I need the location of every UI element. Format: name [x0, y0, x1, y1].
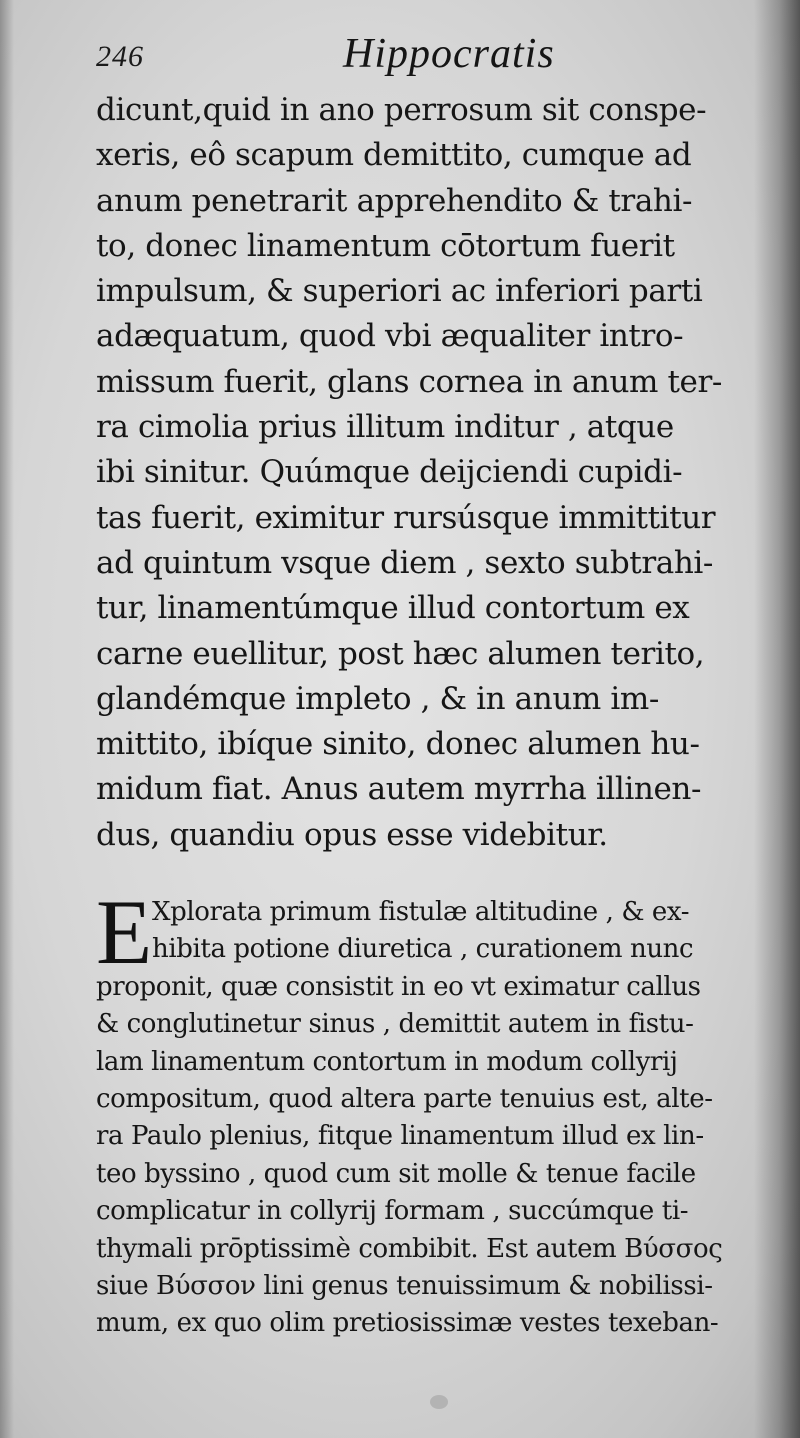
commentary-line: siue Βύσσον lini genus tenuissimum & nobilissi-: [96, 1271, 713, 1302]
drop-cap: E: [96, 881, 153, 983]
running-head: Hippocratis: [343, 31, 555, 77]
main-text-line: missum fuerit, glans cornea in anum ter-: [96, 363, 722, 400]
page-header: [96, 30, 736, 84]
main-text-line: ibi sinitur. Quúmque deijciendi cupidi-: [96, 454, 683, 491]
main-text-line: to, donec linamentum cōtortum fuerit: [96, 227, 675, 264]
main-text-line: dus, quandiu opus esse videbitur.: [96, 816, 608, 853]
commentary-line: lam linamentum contortum in modum collyrij: [96, 1046, 678, 1077]
main-text-line: carne euellitur, post hæc alumen terito,: [96, 635, 705, 672]
main-text-line: midum fiat. Anus autem myrrha illinen-: [96, 771, 702, 808]
page-gutter-shadow: [754, 0, 800, 1438]
commentary-line: complicatur in collyrij formam , succúmque ti-: [96, 1196, 689, 1227]
commentary-line: proponit, quæ consistit in eo vt eximatur callus: [96, 971, 701, 1002]
page-number: 246: [96, 40, 144, 73]
commentary-line: Xplorata primum fistulæ altitudine , & ex-: [152, 897, 690, 927]
commentary-text-block: [96, 881, 738, 1343]
commentary-line: hibita potione diuretica , curationem nunc: [152, 934, 694, 965]
commentary-line: ra Paulo plenius, fitque linamentum illud ex lin-: [96, 1121, 704, 1152]
main-text-line: mittito, ibíque sinito, donec alumen hu-: [96, 726, 700, 763]
commentary-line: compositum, quod altera parte tenuius est, alte-: [96, 1084, 713, 1115]
commentary-line: & conglutinetur sinus , demittit autem in fistu-: [96, 1009, 694, 1040]
main-text-line: impulsum, & superiori ac inferiori parti: [96, 273, 703, 310]
main-text-line: tur, linamentúmque illud contortum ex: [96, 590, 690, 627]
main-text-line: dicunt,quid in ano perrosum sit conspe-: [96, 92, 707, 128]
main-text-line: adæquatum, quod vbi æqualiter intro-: [96, 318, 684, 355]
commentary-line: teo byssino , quod cum sit molle & tenue facile: [96, 1158, 696, 1189]
paper-stain: [430, 1395, 448, 1409]
commentary-line: mum, ex quo olim pretiosissimæ vestes texeban-: [96, 1308, 719, 1339]
commentary-line: thymali prōptissimè combibit. Est autem Βύσσος: [96, 1233, 723, 1264]
main-text-line: anum penetrarit apprehendito & trahi-: [96, 182, 693, 219]
main-text-line: ra cimolia prius illitum inditur , atque: [96, 409, 674, 446]
main-text-line: glandémque impleto , & in anum im-: [96, 680, 659, 717]
main-text-block: [96, 88, 738, 858]
page-left-edge-shadow: [0, 0, 14, 1438]
main-text-line: ad quintum vsque diem , sexto subtrahi-: [96, 544, 713, 581]
main-text-line: tas fuerit, eximitur rursúsque immittitur: [96, 499, 716, 536]
main-text-line: xeris, eô scapum demittito, cumque ad: [96, 137, 692, 174]
